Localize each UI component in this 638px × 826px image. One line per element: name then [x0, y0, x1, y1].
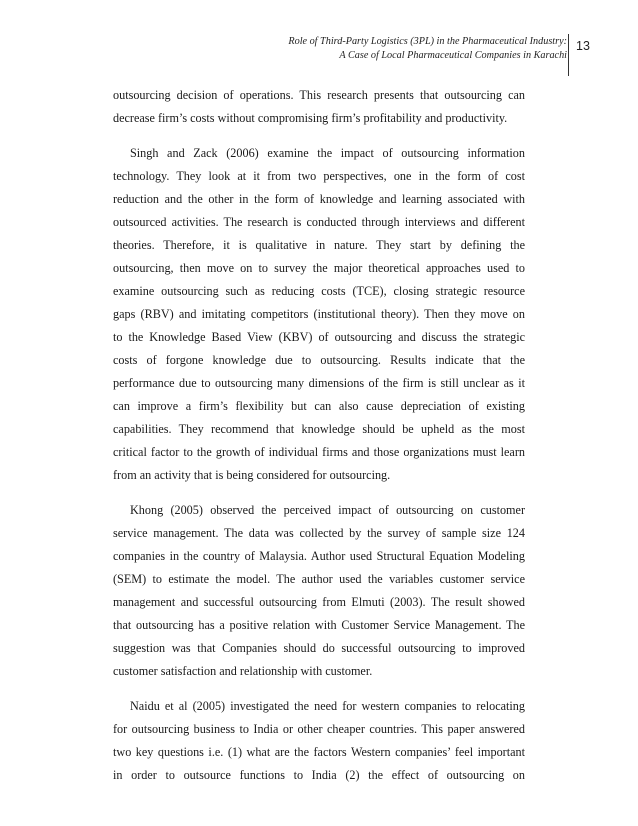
- text-line: capabilities. They recommend that knowledge should be upheld as the most: [113, 422, 525, 436]
- header-divider: [568, 34, 569, 76]
- text-line: technology. They look at it from two perspectives, one in the form of cost: [113, 169, 525, 183]
- body-text: [113, 84, 525, 787]
- text-line: can improve a firm’s flexibility but can also cause depreciation of existing: [113, 399, 525, 413]
- text-line: decrease firm’s costs without compromising firm’s profitability and productivity.: [113, 111, 508, 125]
- paragraph: [113, 142, 525, 487]
- text-line: for outsourcing business to India or other cheaper countries. This paper answered: [113, 722, 525, 736]
- text-line: that outsourcing has a positive relation with Customer Service Management. The: [113, 618, 525, 632]
- text-line: outsourcing decision of operations. This research presents that outsourcing can: [113, 88, 525, 102]
- text-line: to the Knowledge Based View (KBV) of outsourcing and discuss the strategic: [113, 330, 525, 344]
- text-line: two key questions i.e. (1) what are the factors Western companies’ feel important: [113, 745, 525, 759]
- text-line: reduction and the other in the form of knowledge and learning associated with: [113, 192, 525, 206]
- text-line: in order to outsource functions to India (2) the effect of outsourcing on: [113, 768, 525, 782]
- text-line: theories. Therefore, it is qualitative in nature. They start by defining the: [113, 238, 525, 252]
- text-line: Singh and Zack (2006) examine the impact of outsourcing information: [130, 146, 525, 160]
- paragraph: [113, 499, 525, 683]
- running-header: [107, 35, 567, 63]
- text-line: from an activity that is being considered for outsourcing.: [113, 468, 391, 482]
- header-title-line-2: A Case of Local Pharmaceutical Companies in Karachi: [339, 50, 567, 61]
- text-line: Naidu et al (2005) investigated the need for western companies to relocating: [130, 699, 525, 713]
- text-line: examine outsourcing such as reducing costs (TCE), closing strategic resource: [113, 284, 525, 298]
- text-line: outsourcing, then move on to survey the major theoretical approaches used to: [113, 261, 525, 275]
- paragraph: [113, 84, 525, 130]
- header-title-line-1: Role of Third-Party Logistics (3PL) in the Pharmaceutical Industry:: [288, 36, 567, 47]
- text-line: performance due to outsourcing many dimensions of the firm is still unclear as it: [113, 376, 525, 390]
- text-line: management and successful outsourcing from Elmuti (2003). The result showed: [113, 595, 525, 609]
- text-line: customer satisfaction and relationship with customer.: [113, 664, 373, 678]
- text-line: outsourced activities. The research is conducted through interviews and different: [113, 215, 525, 229]
- text-line: suggestion was that Companies should do successful outsourcing to improved: [113, 641, 525, 655]
- text-line: service management. The data was collected by the survey of sample size 124: [113, 526, 525, 540]
- text-line: companies in the country of Malaysia. Author used Structural Equation Modeling: [113, 549, 525, 563]
- paragraph: [113, 695, 525, 787]
- text-line: costs of forgone knowledge due to outsourcing. Results indicate that the: [113, 353, 525, 367]
- text-line: Khong (2005) observed the perceived impact of outsourcing on customer: [130, 503, 525, 517]
- text-line: gaps (RBV) and imitating competitors (institutional theory). Then they move on: [113, 307, 525, 321]
- page-number: 13: [576, 39, 590, 53]
- text-line: (SEM) to estimate the model. The author used the variables customer service: [113, 572, 525, 586]
- text-line: critical factor to the growth of individual firms and those organizations must learn: [113, 445, 525, 459]
